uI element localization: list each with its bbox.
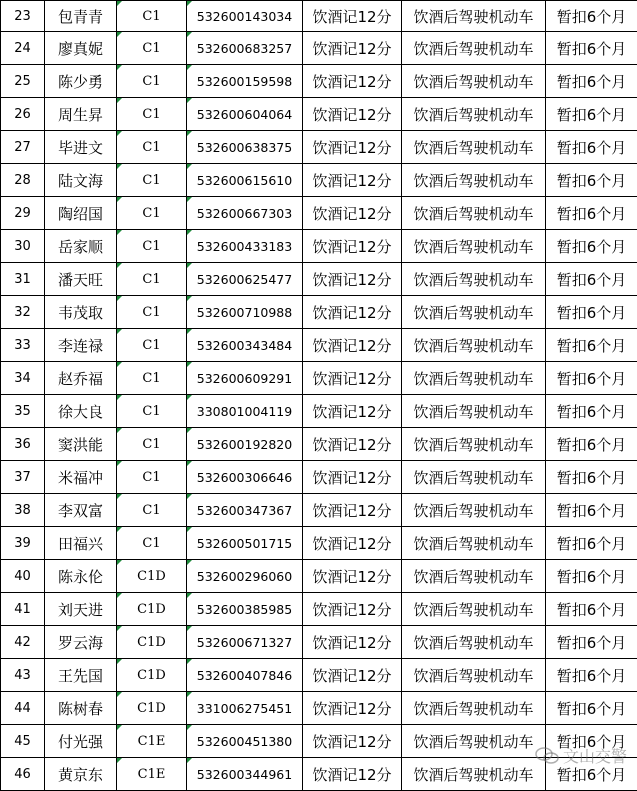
- corner-marker: [117, 98, 122, 103]
- corner-marker: [187, 329, 192, 334]
- penalty-points-cell: 饮酒记12分: [303, 560, 402, 593]
- row-number-cell: 42: [1, 626, 45, 659]
- penalty-result-cell: 暂扣6个月: [546, 230, 637, 263]
- penalty-points-cell: 饮酒记12分: [303, 527, 402, 560]
- corner-marker: [117, 1, 122, 6]
- person-name-cell: 李连禄: [45, 329, 117, 362]
- violation-type-cell: 饮酒后驾驶机动车: [402, 32, 546, 65]
- penalty-result-cell: 暂扣6个月: [546, 527, 637, 560]
- penalty-result-cell: 暂扣6个月: [546, 626, 637, 659]
- table-row: [1, 164, 637, 197]
- license-number-cell: 532600385985: [187, 593, 303, 626]
- license-number-cell: 532600451380: [187, 725, 303, 758]
- person-name-cell: 陆文海: [45, 164, 117, 197]
- license-number-cell: 532600615610: [187, 164, 303, 197]
- table-row: [1, 32, 637, 65]
- corner-marker: [187, 659, 192, 664]
- corner-marker: [187, 164, 192, 169]
- table-row: [1, 428, 637, 461]
- corner-marker: [117, 32, 122, 37]
- corner-marker: [187, 230, 192, 235]
- license-class-cell: C1: [117, 362, 187, 395]
- corner-marker: [117, 560, 122, 565]
- penalty-result-cell: 暂扣6个月: [546, 494, 637, 527]
- penalty-result-cell: 暂扣6个月: [546, 263, 637, 296]
- table-row: [1, 1, 637, 32]
- penalty-result-cell: 暂扣6个月: [546, 1, 637, 32]
- license-class-cell: C1: [117, 98, 187, 131]
- penalty-result-cell: 暂扣6个月: [546, 32, 637, 65]
- penalty-points-cell: 饮酒记12分: [303, 758, 402, 791]
- corner-marker: [187, 428, 192, 433]
- license-class-cell: C1D: [117, 626, 187, 659]
- license-number-cell: 532600347367: [187, 494, 303, 527]
- corner-marker: [117, 131, 122, 136]
- license-number-cell: 532600306646: [187, 461, 303, 494]
- corner-marker: [117, 494, 122, 499]
- penalty-result-cell: 暂扣6个月: [546, 362, 637, 395]
- penalty-points-cell: 饮酒记12分: [303, 626, 402, 659]
- license-number-cell: 532600344961: [187, 758, 303, 791]
- license-number-cell: 532600604064: [187, 98, 303, 131]
- penalty-points-cell: 饮酒记12分: [303, 692, 402, 725]
- license-class-cell: C1: [117, 428, 187, 461]
- corner-marker: [187, 758, 192, 763]
- person-name-cell: 窦洪能: [45, 428, 117, 461]
- person-name-cell: 周生昇: [45, 98, 117, 131]
- penalty-points-cell: 饮酒记12分: [303, 428, 402, 461]
- corner-marker: [187, 593, 192, 598]
- corner-marker: [117, 725, 122, 730]
- license-class-cell: C1: [117, 494, 187, 527]
- corner-marker: [117, 164, 122, 169]
- row-number-cell: 37: [1, 461, 45, 494]
- violation-type-cell: 饮酒后驾驶机动车: [402, 296, 546, 329]
- row-number-cell: 41: [1, 593, 45, 626]
- penalty-points-cell: 饮酒记12分: [303, 329, 402, 362]
- table-row: [1, 725, 637, 758]
- license-class-cell: C1: [117, 65, 187, 98]
- penalty-result-cell: 暂扣6个月: [546, 461, 637, 494]
- corner-marker: [187, 692, 192, 697]
- row-number-cell: 30: [1, 230, 45, 263]
- license-number-cell: 532600433183: [187, 230, 303, 263]
- table-row: [1, 659, 637, 692]
- license-class-cell: C1: [117, 197, 187, 230]
- penalty-points-cell: 饮酒记12分: [303, 164, 402, 197]
- license-class-cell: C1D: [117, 560, 187, 593]
- corner-marker: [187, 131, 192, 136]
- violation-type-cell: 饮酒后驾驶机动车: [402, 725, 546, 758]
- license-class-cell: C1: [117, 1, 187, 32]
- table-row: [1, 395, 637, 428]
- corner-marker: [187, 32, 192, 37]
- license-number-cell: 532600609291: [187, 362, 303, 395]
- person-name-cell: 廖真妮: [45, 32, 117, 65]
- corner-marker: [187, 527, 192, 532]
- row-number-cell: 23: [1, 1, 45, 32]
- corner-marker: [187, 560, 192, 565]
- table-body: [1, 1, 637, 791]
- table-row: [1, 758, 637, 791]
- license-class-cell: C1E: [117, 725, 187, 758]
- corner-marker: [117, 527, 122, 532]
- violation-type-cell: 饮酒后驾驶机动车: [402, 263, 546, 296]
- person-name-cell: 王先国: [45, 659, 117, 692]
- penalty-points-cell: 饮酒记12分: [303, 263, 402, 296]
- corner-marker: [187, 98, 192, 103]
- corner-marker: [187, 1, 192, 6]
- license-class-cell: C1: [117, 296, 187, 329]
- penalty-result-cell: 暂扣6个月: [546, 692, 637, 725]
- table-row: [1, 65, 637, 98]
- row-number-cell: 38: [1, 494, 45, 527]
- row-number-cell: 34: [1, 362, 45, 395]
- penalty-result-cell: 暂扣6个月: [546, 593, 637, 626]
- table-row: [1, 296, 637, 329]
- table-row: [1, 329, 637, 362]
- penalty-result-cell: 暂扣6个月: [546, 197, 637, 230]
- table-row: [1, 593, 637, 626]
- penalty-points-cell: 饮酒记12分: [303, 362, 402, 395]
- license-class-cell: C1D: [117, 659, 187, 692]
- penalty-points-cell: 饮酒记12分: [303, 32, 402, 65]
- table-row: [1, 527, 637, 560]
- license-class-cell: C1: [117, 329, 187, 362]
- corner-marker: [187, 461, 192, 466]
- row-number-cell: 27: [1, 131, 45, 164]
- violation-type-cell: 饮酒后驾驶机动车: [402, 1, 546, 32]
- corner-marker: [117, 197, 122, 202]
- row-number-cell: 46: [1, 758, 45, 791]
- person-name-cell: 潘天旺: [45, 263, 117, 296]
- row-number-cell: 26: [1, 98, 45, 131]
- corner-marker: [187, 494, 192, 499]
- corner-marker: [187, 197, 192, 202]
- row-number-cell: 36: [1, 428, 45, 461]
- license-number-cell: 532600343484: [187, 329, 303, 362]
- corner-marker: [187, 296, 192, 301]
- violation-type-cell: 饮酒后驾驶机动车: [402, 593, 546, 626]
- penalty-points-cell: 饮酒记12分: [303, 65, 402, 98]
- table-row: [1, 131, 637, 164]
- penalty-points-cell: 饮酒记12分: [303, 725, 402, 758]
- person-name-cell: 包青青: [45, 1, 117, 32]
- violation-type-cell: 饮酒后驾驶机动车: [402, 65, 546, 98]
- license-number-cell: 532600143034: [187, 1, 303, 32]
- row-number-cell: 40: [1, 560, 45, 593]
- license-number-cell: 330801004119: [187, 395, 303, 428]
- person-name-cell: 米福冲: [45, 461, 117, 494]
- license-number-cell: 532600625477: [187, 263, 303, 296]
- penalty-points-cell: 饮酒记12分: [303, 659, 402, 692]
- corner-marker: [187, 65, 192, 70]
- license-number-cell: 532600638375: [187, 131, 303, 164]
- penalty-points-cell: 饮酒记12分: [303, 395, 402, 428]
- license-number-cell: 532600671327: [187, 626, 303, 659]
- license-number-cell: 532600683257: [187, 32, 303, 65]
- row-number-cell: 29: [1, 197, 45, 230]
- license-class-cell: C1: [117, 32, 187, 65]
- violation-type-cell: 饮酒后驾驶机动车: [402, 527, 546, 560]
- penalty-points-cell: 饮酒记12分: [303, 494, 402, 527]
- table-row: [1, 230, 637, 263]
- penalty-points-cell: 饮酒记12分: [303, 98, 402, 131]
- row-number-cell: 45: [1, 725, 45, 758]
- table-row: [1, 263, 637, 296]
- person-name-cell: 田福兴: [45, 527, 117, 560]
- corner-marker: [117, 230, 122, 235]
- table-row: [1, 626, 637, 659]
- penalty-points-cell: 饮酒记12分: [303, 230, 402, 263]
- penalty-points-cell: 饮酒记12分: [303, 1, 402, 32]
- row-number-cell: 31: [1, 263, 45, 296]
- violation-type-cell: 饮酒后驾驶机动车: [402, 659, 546, 692]
- license-number-cell: 532600501715: [187, 527, 303, 560]
- corner-marker: [117, 758, 122, 763]
- person-name-cell: 陈少勇: [45, 65, 117, 98]
- violation-type-cell: 饮酒后驾驶机动车: [402, 230, 546, 263]
- violation-type-cell: 饮酒后驾驶机动车: [402, 197, 546, 230]
- corner-marker: [117, 692, 122, 697]
- person-name-cell: 陈树春: [45, 692, 117, 725]
- violation-type-cell: 饮酒后驾驶机动车: [402, 362, 546, 395]
- violation-type-cell: 饮酒后驾驶机动车: [402, 164, 546, 197]
- table-row: [1, 692, 637, 725]
- corner-marker: [117, 362, 122, 367]
- corner-marker: [117, 296, 122, 301]
- penalty-result-cell: 暂扣6个月: [546, 164, 637, 197]
- license-class-cell: C1: [117, 527, 187, 560]
- row-number-cell: 28: [1, 164, 45, 197]
- row-number-cell: 33: [1, 329, 45, 362]
- corner-marker: [187, 395, 192, 400]
- license-class-cell: C1D: [117, 692, 187, 725]
- person-name-cell: 韦茂取: [45, 296, 117, 329]
- license-number-cell: 532600710988: [187, 296, 303, 329]
- row-number-cell: 24: [1, 32, 45, 65]
- corner-marker: [117, 428, 122, 433]
- person-name-cell: 岳家顺: [45, 230, 117, 263]
- license-class-cell: C1: [117, 164, 187, 197]
- corner-marker: [117, 626, 122, 631]
- penalty-result-cell: 暂扣6个月: [546, 131, 637, 164]
- table-row: [1, 494, 637, 527]
- violation-type-cell: 饮酒后驾驶机动车: [402, 461, 546, 494]
- corner-marker: [117, 329, 122, 334]
- penalty-result-cell: 暂扣6个月: [546, 395, 637, 428]
- row-number-cell: 44: [1, 692, 45, 725]
- corner-marker: [117, 461, 122, 466]
- violation-type-cell: 饮酒后驾驶机动车: [402, 98, 546, 131]
- row-number-cell: 35: [1, 395, 45, 428]
- corner-marker: [187, 626, 192, 631]
- violation-type-cell: 饮酒后驾驶机动车: [402, 626, 546, 659]
- row-number-cell: 39: [1, 527, 45, 560]
- penalty-points-cell: 饮酒记12分: [303, 197, 402, 230]
- watermark-text: 文山交警: [563, 744, 627, 767]
- license-class-cell: C1: [117, 395, 187, 428]
- corner-marker: [117, 395, 122, 400]
- license-class-cell: C1: [117, 263, 187, 296]
- person-name-cell: 付光强: [45, 725, 117, 758]
- person-name-cell: 李双富: [45, 494, 117, 527]
- row-number-cell: 25: [1, 65, 45, 98]
- person-name-cell: 毕进文: [45, 131, 117, 164]
- license-class-cell: C1: [117, 131, 187, 164]
- penalty-result-cell: 暂扣6个月: [546, 98, 637, 131]
- license-class-cell: C1D: [117, 593, 187, 626]
- corner-marker: [117, 593, 122, 598]
- person-name-cell: 陶绍国: [45, 197, 117, 230]
- table-row: [1, 197, 637, 230]
- corner-marker: [187, 362, 192, 367]
- table-row: [1, 461, 637, 494]
- license-class-cell: C1E: [117, 758, 187, 791]
- penalty-result-cell: 暂扣6个月: [546, 659, 637, 692]
- person-name-cell: 刘天进: [45, 593, 117, 626]
- violation-type-cell: 饮酒后驾驶机动车: [402, 131, 546, 164]
- license-class-cell: C1: [117, 230, 187, 263]
- penalty-points-cell: 饮酒记12分: [303, 593, 402, 626]
- license-number-cell: 532600407846: [187, 659, 303, 692]
- corner-marker: [187, 263, 192, 268]
- penalty-points-cell: 饮酒记12分: [303, 131, 402, 164]
- corner-marker: [117, 65, 122, 70]
- license-number-cell: 532600192820: [187, 428, 303, 461]
- penalty-result-cell: 暂扣6个月: [546, 296, 637, 329]
- license-number-cell: 331006275451: [187, 692, 303, 725]
- license-class-cell: C1: [117, 461, 187, 494]
- corner-marker: [187, 725, 192, 730]
- violation-type-cell: 饮酒后驾驶机动车: [402, 758, 546, 791]
- person-name-cell: 徐大良: [45, 395, 117, 428]
- violation-type-cell: 饮酒后驾驶机动车: [402, 494, 546, 527]
- penalty-result-cell: 暂扣6个月: [546, 758, 637, 791]
- penalty-result-cell: 暂扣6个月: [546, 428, 637, 461]
- violation-type-cell: 饮酒后驾驶机动车: [402, 329, 546, 362]
- violation-type-cell: 饮酒后驾驶机动车: [402, 395, 546, 428]
- person-name-cell: 黄京东: [45, 758, 117, 791]
- table-row: [1, 560, 637, 593]
- person-name-cell: 陈永伦: [45, 560, 117, 593]
- violation-type-cell: 饮酒后驾驶机动车: [402, 428, 546, 461]
- penalty-result-cell: 暂扣6个月: [546, 725, 637, 758]
- corner-marker: [117, 659, 122, 664]
- penalty-result-cell: 暂扣6个月: [546, 65, 637, 98]
- table-row: [1, 98, 637, 131]
- license-number-cell: 532600296060: [187, 560, 303, 593]
- row-number-cell: 32: [1, 296, 45, 329]
- row-number-cell: 43: [1, 659, 45, 692]
- violation-type-cell: 饮酒后驾驶机动车: [402, 692, 546, 725]
- license-number-cell: 532600667303: [187, 197, 303, 230]
- violation-type-cell: 饮酒后驾驶机动车: [402, 560, 546, 593]
- penalty-points-cell: 饮酒记12分: [303, 461, 402, 494]
- person-name-cell: 罗云海: [45, 626, 117, 659]
- penalty-points-cell: 饮酒记12分: [303, 296, 402, 329]
- penalty-result-cell: 暂扣6个月: [546, 560, 637, 593]
- table-row: [1, 362, 637, 395]
- license-number-cell: 532600159598: [187, 65, 303, 98]
- penalty-result-cell: 暂扣6个月: [546, 329, 637, 362]
- person-name-cell: 赵乔福: [45, 362, 117, 395]
- corner-marker: [117, 263, 122, 268]
